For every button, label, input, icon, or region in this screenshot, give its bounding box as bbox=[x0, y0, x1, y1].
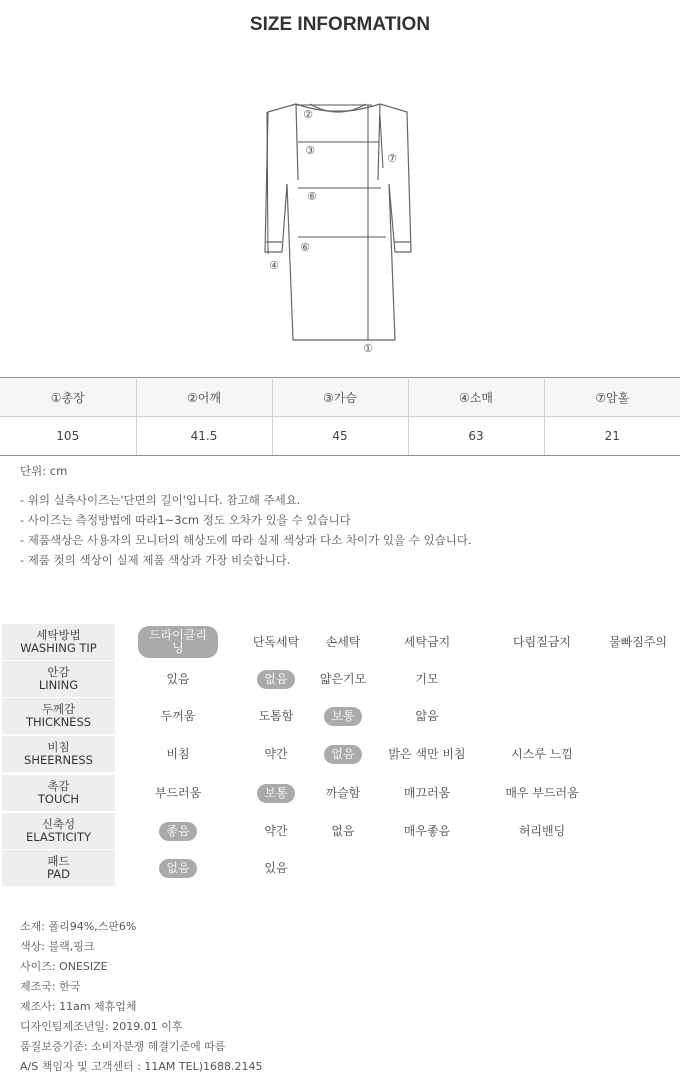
care-row-label bbox=[2, 736, 115, 772]
care-option-text: 있음 bbox=[166, 671, 190, 686]
care-option bbox=[303, 698, 383, 734]
care-option bbox=[502, 736, 582, 772]
care-option bbox=[502, 775, 582, 811]
care-row-label bbox=[2, 624, 115, 660]
marker-sleeve: ④ bbox=[269, 259, 279, 272]
care-option bbox=[598, 624, 678, 660]
product-spec-list bbox=[20, 917, 263, 1077]
spec-item: 디자인팀제조년일: 2019.01 이후 bbox=[20, 1020, 183, 1033]
marker-waist: ⑥ bbox=[307, 190, 317, 203]
care-option-text: 매우좋음 bbox=[403, 823, 451, 838]
care-option-selected: 보통 bbox=[324, 707, 361, 726]
care-label-ko: 비침 bbox=[47, 740, 70, 754]
spec-item: 소재: 폴리94%,스판6% bbox=[20, 920, 137, 933]
care-row-label bbox=[2, 698, 115, 734]
care-option-text: 없음 bbox=[331, 823, 355, 838]
care-option-text: 있음 bbox=[264, 860, 288, 875]
size-value: 21 bbox=[544, 417, 680, 456]
care-row bbox=[0, 624, 680, 660]
care-row bbox=[0, 813, 680, 849]
care-option bbox=[387, 624, 467, 660]
size-table-header-row bbox=[0, 378, 680, 417]
care-label-en: LINING bbox=[38, 678, 79, 692]
care-option bbox=[502, 813, 582, 849]
care-option bbox=[236, 850, 316, 886]
care-option-text: 단독세탁 bbox=[252, 634, 300, 649]
care-label-ko: 패드 bbox=[47, 854, 70, 868]
care-option-text: 허리밴딩 bbox=[518, 823, 566, 838]
care-option-text: 매끄러움 bbox=[403, 785, 451, 800]
size-value: 63 bbox=[408, 417, 544, 456]
note-item: - 제품색상은 사용자의 모니터의 해상도에 따라 실제 색상과 다소 차이가 있을 수 있습니다. bbox=[20, 533, 472, 547]
spec-item: 제조국: 한국 bbox=[20, 980, 81, 993]
care-option bbox=[387, 698, 467, 734]
care-option-selected: 드라이클리닝 bbox=[138, 626, 218, 658]
care-option-text: 약간 bbox=[264, 746, 288, 761]
size-header: ③가슴 bbox=[272, 378, 408, 417]
care-row-label bbox=[2, 813, 115, 849]
dress-measurement-diagram bbox=[0, 90, 680, 360]
spec-item: 품질보증기준: 소비자분쟁 해결기준에 따름 bbox=[20, 1040, 226, 1053]
care-label-en: PAD bbox=[47, 867, 70, 881]
spec-item: A/S 책임자 및 고객센터 : 11AM TEL)1688.2145 bbox=[20, 1060, 263, 1073]
care-option-text: 얇음 bbox=[415, 708, 439, 723]
care-row-label bbox=[2, 775, 115, 811]
care-row-label bbox=[2, 850, 115, 886]
care-option-text: 까슬함 bbox=[325, 785, 361, 800]
note-item: - 사이즈는 측정방법에 따라1~3cm 정도 오차가 있을 수 있습니다 bbox=[20, 513, 351, 527]
size-table bbox=[0, 377, 680, 456]
care-label-ko: 세탁방법 bbox=[36, 628, 81, 642]
spec-item: 사이즈: ONESIZE bbox=[20, 960, 108, 973]
care-option bbox=[138, 775, 218, 811]
care-option-text: 약간 bbox=[264, 823, 288, 838]
spec-item: 제조사: 11am 제휴업체 bbox=[20, 1000, 137, 1013]
care-label-ko: 안감 bbox=[47, 665, 70, 679]
care-option bbox=[502, 624, 582, 660]
care-option bbox=[303, 813, 383, 849]
marker-length: ① bbox=[363, 342, 373, 355]
unit-label: 단위: cm bbox=[20, 464, 68, 478]
care-option bbox=[138, 661, 218, 697]
size-value: 45 bbox=[272, 417, 408, 456]
care-option-text: 두꺼움 bbox=[160, 708, 196, 723]
size-header: ②어깨 bbox=[136, 378, 272, 417]
care-option bbox=[387, 661, 467, 697]
care-label-en: TOUCH bbox=[37, 792, 80, 806]
care-option-text: 부드러움 bbox=[154, 785, 202, 800]
note-item: - 제품 컷의 색상이 실제 제품 색상과 가장 비슷합니다. bbox=[20, 553, 291, 567]
care-option-text: 다림질금지 bbox=[513, 634, 571, 649]
marker-shoulder: ② bbox=[303, 108, 313, 121]
care-label-en: THICKNESS bbox=[25, 715, 92, 729]
page-title: SIZE INFORMATION bbox=[249, 14, 431, 35]
care-row bbox=[0, 850, 680, 886]
care-option-selected: 좋음 bbox=[159, 822, 196, 841]
care-row bbox=[0, 736, 680, 772]
size-header: ④소매 bbox=[408, 378, 544, 417]
care-option-text: 기모 bbox=[415, 671, 439, 686]
marker-chest: ③ bbox=[305, 144, 315, 157]
size-notes bbox=[20, 490, 472, 570]
care-option-text: 밝은 색만 비침 bbox=[388, 746, 466, 761]
care-label-en: WASHING TIP bbox=[20, 641, 97, 655]
care-option-text: 도톰함 bbox=[258, 708, 294, 723]
care-row bbox=[0, 698, 680, 734]
care-option-text: 얇은기모 bbox=[319, 671, 367, 686]
care-option bbox=[387, 775, 467, 811]
care-option-text: 시스루 느낌 bbox=[511, 746, 573, 761]
care-option-text: 비침 bbox=[166, 746, 190, 761]
size-header: ①총장 bbox=[0, 378, 136, 417]
care-option-text: 매우 부드러움 bbox=[505, 785, 579, 800]
care-option bbox=[138, 736, 218, 772]
care-option bbox=[138, 624, 218, 660]
care-option-text: 손세탁 bbox=[325, 634, 361, 649]
care-label-en: ELASTICITY bbox=[26, 830, 91, 844]
size-value: 105 bbox=[0, 417, 136, 456]
size-value: 41.5 bbox=[136, 417, 272, 456]
care-label-ko: 촉감 bbox=[47, 779, 70, 793]
care-option bbox=[303, 624, 383, 660]
care-option bbox=[138, 850, 218, 886]
care-row-label bbox=[2, 661, 115, 697]
care-option bbox=[387, 736, 467, 772]
spec-item: 색상: 블랙,핑크 bbox=[20, 940, 95, 953]
care-label-en: SHEERNESS bbox=[24, 753, 93, 767]
size-header: ⑦암홀 bbox=[544, 378, 680, 417]
care-label-ko: 신축성 bbox=[41, 817, 76, 831]
care-option-selected: 없음 bbox=[257, 670, 294, 689]
care-option bbox=[138, 813, 218, 849]
care-option bbox=[303, 775, 383, 811]
care-option-text: 물빠짐주의 bbox=[609, 634, 667, 649]
care-option-text: 세탁금지 bbox=[403, 634, 451, 649]
care-option-selected: 없음 bbox=[324, 745, 361, 764]
care-option bbox=[138, 698, 218, 734]
care-option bbox=[303, 736, 383, 772]
care-label-ko: 두께감 bbox=[41, 702, 76, 716]
care-option bbox=[303, 661, 383, 697]
care-row bbox=[0, 775, 680, 811]
care-option-selected: 보통 bbox=[257, 784, 294, 803]
marker-armhole: ⑦ bbox=[387, 152, 397, 165]
care-row bbox=[0, 661, 680, 697]
marker-hem: ⑥ bbox=[300, 241, 310, 254]
size-table-value-row bbox=[0, 417, 680, 456]
care-option-selected: 없음 bbox=[159, 859, 196, 878]
care-option bbox=[387, 813, 467, 849]
note-item: - 위의 실측사이즈는'단면의 길이'입니다. 참고해 주세요. bbox=[20, 493, 301, 507]
